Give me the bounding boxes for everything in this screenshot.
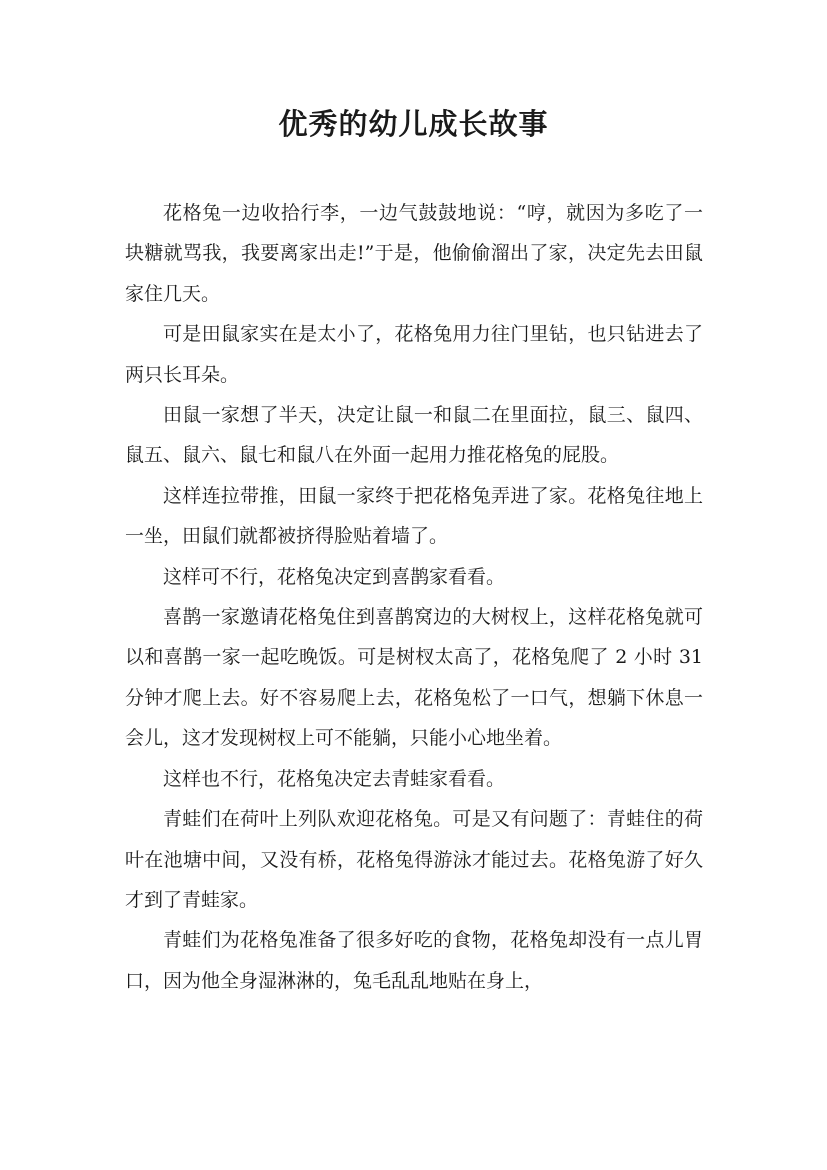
- paragraph: 青蛙们在荷叶上列队欢迎花格兔。可是又有问题了：青蛙住的荷叶在池塘中间，又没有桥，花格兔得游泳才能过去。花格兔游了好久才到了青蛙家。: [125, 808, 703, 911]
- paragraph: 这样也不行，花格兔决定去青蛙家看看。: [163, 767, 506, 790]
- paragraph: 青蛙们为花格兔准备了很多好吃的食物，花格兔却没有一点儿胃口，因为他全身湿淋淋的，兔毛乱乱地贴在身上，: [125, 929, 703, 992]
- document-title: 优秀的幼儿成长故事: [278, 107, 549, 141]
- paragraph: 可是田鼠家实在是太小了，花格兔用力往门里钻，也只钻进去了两只长耳朵。: [125, 323, 703, 386]
- paragraph: 喜鹊一家邀请花格兔住到喜鹊窝边的大树杈上，这样花格兔就可以和喜鹊一家一起吃晚饭。可是树杈太高了，花格兔爬了 2 小时 31 分钟才爬上去。好不容易爬上去，花格兔松了一口气，想躺下休息一会儿，这才发现树杈上可不能躺，只能小心地坐着。: [125, 606, 703, 750]
- document-body: [125, 193, 703, 1001]
- paragraph: 这样可不行，花格兔决定到喜鹊家看看。: [163, 565, 506, 588]
- paragraph: 花格兔一边收拾行李，一边气鼓鼓地说：“哼，就因为多吃了一块糖就骂我，我要离家出走!”于是，他偷偷溜出了家，决定先去田鼠家住几天。: [125, 202, 703, 305]
- paragraph: 田鼠一家想了半天，决定让鼠一和鼠二在里面拉，鼠三、鼠四、鼠五、鼠六、鼠七和鼠八在外面一起用力推花格兔的屁股。: [125, 404, 703, 467]
- paragraph: 这样连拉带推，田鼠一家终于把花格兔弄进了家。花格兔往地上一坐，田鼠们就都被挤得脸贴着墙了。: [125, 484, 703, 548]
